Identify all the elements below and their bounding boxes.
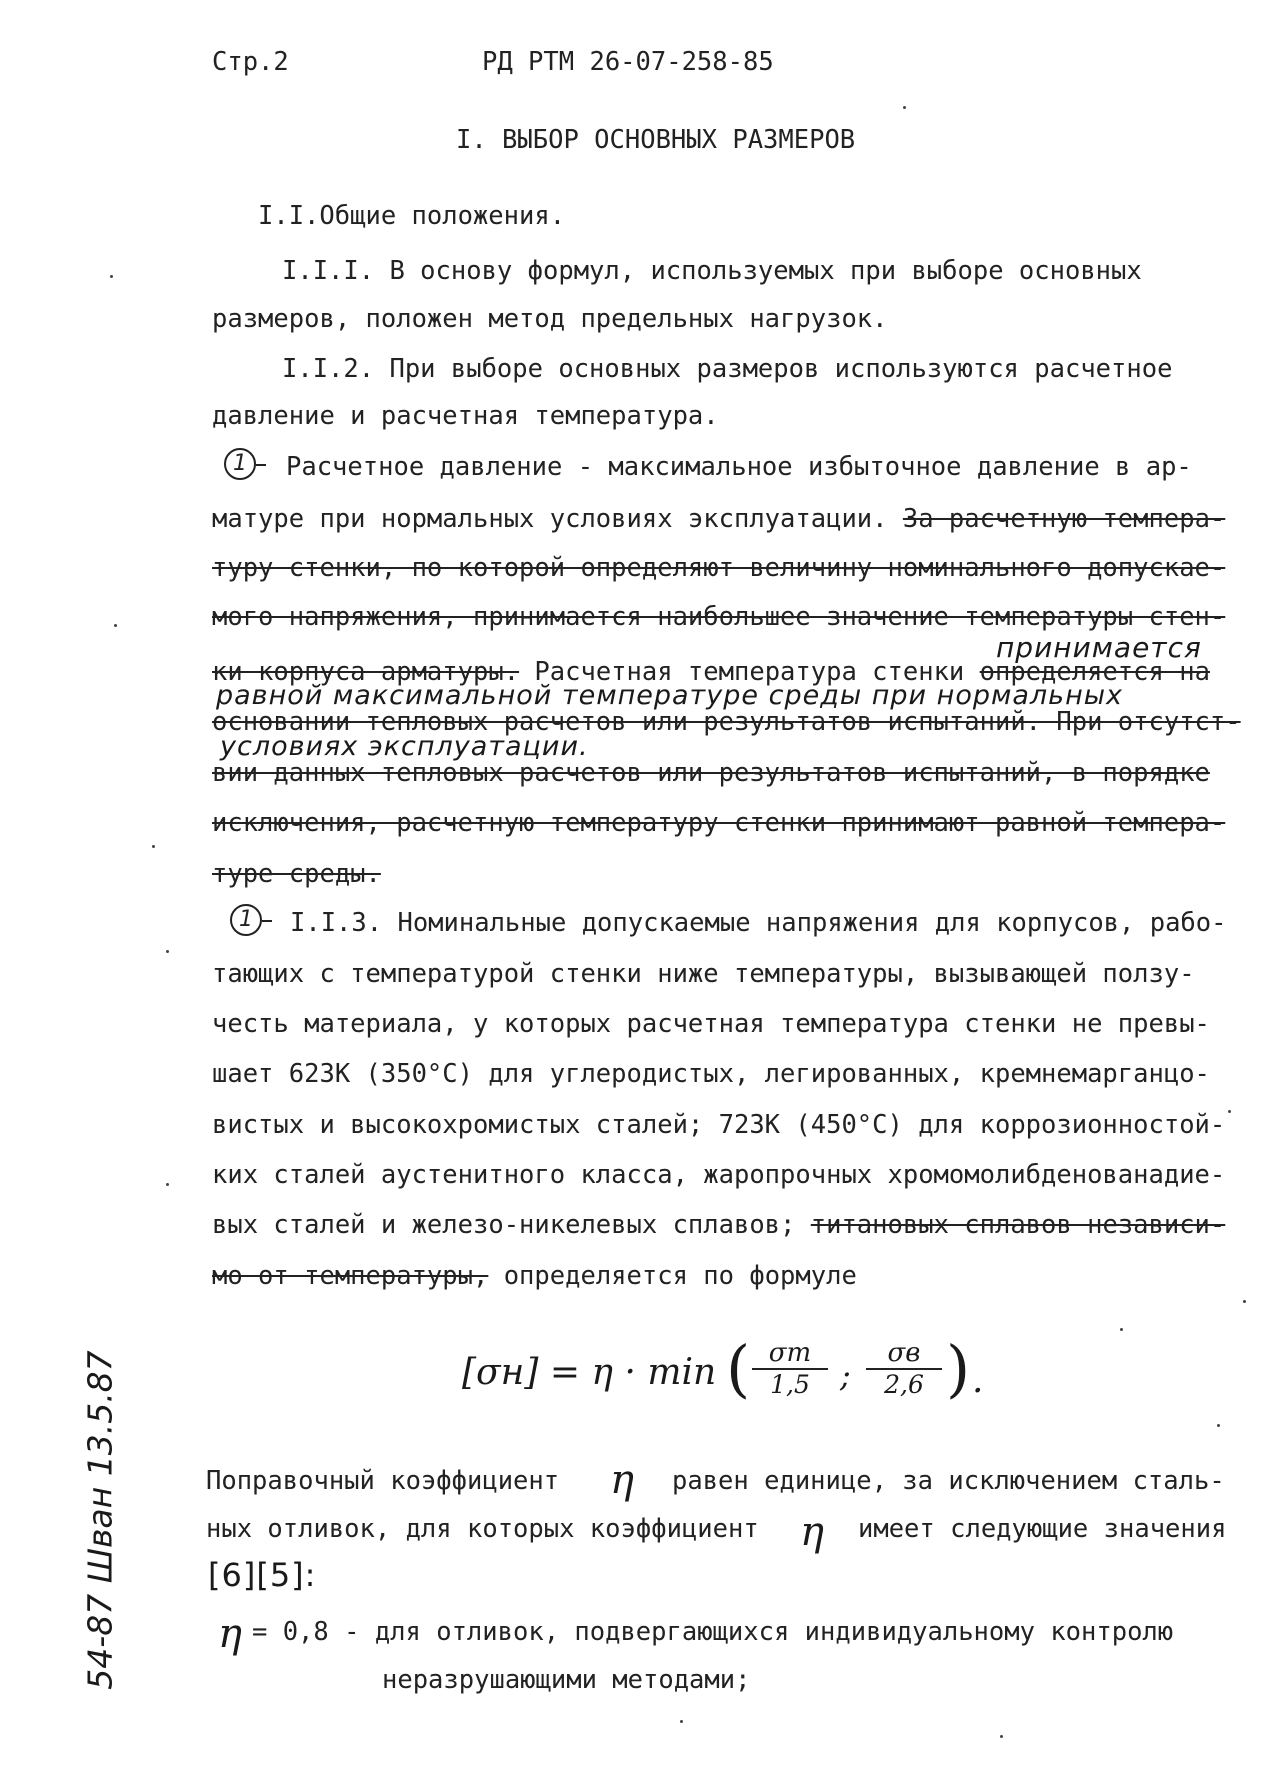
- allowable-stress-formula: [462, 1330, 982, 1420]
- paragraph-line: честь материала, у которых расчетная температура стенки не превы-: [212, 1009, 1210, 1039]
- struck-line: туре среды.: [212, 859, 381, 889]
- formula-paren-close: ): [946, 1332, 971, 1405]
- scan-speck: [1217, 1424, 1220, 1427]
- handwritten-insert-line: равной максимальной температуре среды при нормальных: [216, 680, 1124, 711]
- paragraph-line: имеет следующие значения: [858, 1514, 1227, 1544]
- eta-symbol: η: [800, 1509, 824, 1555]
- paragraph-line: [212, 503, 1225, 535]
- struck-text: титановых сплавов независи-: [810, 1210, 1226, 1240]
- paragraph-line: [212, 1260, 857, 1292]
- scan-speck: [1120, 1328, 1123, 1331]
- paragraph-line: I.I.3. Номинальные допускаемые напряжения для корпусов, рабо-: [290, 908, 1227, 938]
- paragraph-line: тающих с температурой стенки ниже температуры, вызывающей ползу-: [212, 959, 1195, 989]
- scan-speck: [110, 275, 113, 278]
- formula-end-dot: .: [972, 1360, 984, 1401]
- struck-text: ки корпуса арматуры.: [212, 657, 520, 687]
- paragraph-line: Поправочный коэффициент: [206, 1466, 560, 1496]
- page-number: Стр.2: [212, 47, 289, 77]
- text-plain: определяется по формуле: [503, 1261, 857, 1291]
- scan-speck: [166, 1183, 169, 1186]
- document-code: РД РТМ 26-07-258-85: [482, 47, 774, 77]
- handwritten-insert-line: принимается: [996, 631, 1202, 664]
- struck-line: основании тепловых расчетов или результатов испытаний. При отсутст-: [212, 707, 1241, 737]
- text-plain: вых сталей и железо-никелевых сплавов;: [212, 1210, 796, 1240]
- formula-fraction-2: σв 2,6: [866, 1338, 942, 1400]
- scan-speck: [903, 106, 906, 109]
- formula-paren-open: (: [726, 1332, 751, 1405]
- eta-symbol: η: [610, 1457, 634, 1503]
- struck-line: мого напряжения, принимается наибольшее значение температуры стен-: [212, 602, 1226, 632]
- paragraph-line: [212, 1209, 1225, 1241]
- scan-speck: [1000, 1735, 1003, 1738]
- paragraph-line: ных отливок, для которых коэффициент: [206, 1514, 759, 1544]
- subsection-heading: I.I.Общие положения.: [258, 201, 566, 231]
- scan-speck: [1228, 1110, 1231, 1113]
- paragraph-line: Расчетное давление - максимальное избыточное давление в ар-: [286, 452, 1192, 482]
- struck-text: мо от температуры,: [212, 1261, 489, 1291]
- scan-speck: [1243, 1300, 1246, 1303]
- formula-lhs: [σн] = η · min: [462, 1352, 717, 1393]
- revision-mark-icon: 1: [230, 904, 262, 936]
- paragraph-line: шает 623К (350°С) для углеродистых, легированных, кремнемарганцо-: [212, 1059, 1210, 1089]
- paragraph-line: равен единице, за исключением сталь-: [672, 1466, 1225, 1496]
- scan-speck: [680, 1720, 683, 1723]
- handwritten-insert-line: условиях эксплуатации.: [220, 731, 589, 762]
- struck-text: определяется на: [979, 657, 1210, 687]
- reference-marks: [6][5]:: [208, 1556, 317, 1594]
- text-plain: Расчетная температура стенки: [534, 657, 965, 687]
- scan-speck: [152, 845, 155, 848]
- scan-speck: [114, 624, 117, 627]
- scan-speck: [166, 950, 169, 953]
- paragraph-line: I.I.I. В основу формул, используемых при выборе основных: [282, 256, 1142, 286]
- struck-text: За расчетную темпера-: [902, 504, 1226, 534]
- struck-line: исключения, расчетную температуру стенки принимают равной темпера-: [212, 808, 1226, 838]
- paragraph-line: размеров, положен метод предельных нагрузок.: [212, 304, 888, 334]
- eta-symbol: η: [218, 1611, 242, 1657]
- struck-line: туру стенки, по которой определяют величину номинального допускае-: [212, 553, 1226, 583]
- list-item: = 0,8 - для отливок, подвергающихся индивидуальному контролю: [252, 1617, 1174, 1647]
- paragraph-line: вистых и высокохромистых сталей; 723К (450°С) для коррозионностой-: [212, 1110, 1226, 1140]
- text-plain: матуре при нормальных условиях эксплуатации.: [212, 504, 888, 534]
- margin-signature-stamp: 54-87 Шван 13.5.87: [80, 1350, 120, 1690]
- list-item-continuation: неразрушающими методами;: [382, 1665, 751, 1695]
- section-title: I. ВЫБОР ОСНОВНЫХ РАЗМЕРОВ: [456, 125, 856, 155]
- revision-mark-icon: 1: [224, 448, 256, 480]
- paragraph-line: давление и расчетная температура.: [212, 401, 719, 431]
- formula-fraction-1: σт 1,5: [752, 1338, 828, 1400]
- paragraph-line: ких сталей аустенитного класса, жаропрочных хромомолибденованадие-: [212, 1160, 1226, 1190]
- formula-separator: ;: [840, 1356, 851, 1394]
- struck-line: вии данных тепловых расчетов или результатов испытаний, в порядке: [212, 758, 1210, 788]
- paragraph-line: I.I.2. При выборе основных размеров используются расчетное: [282, 354, 1173, 384]
